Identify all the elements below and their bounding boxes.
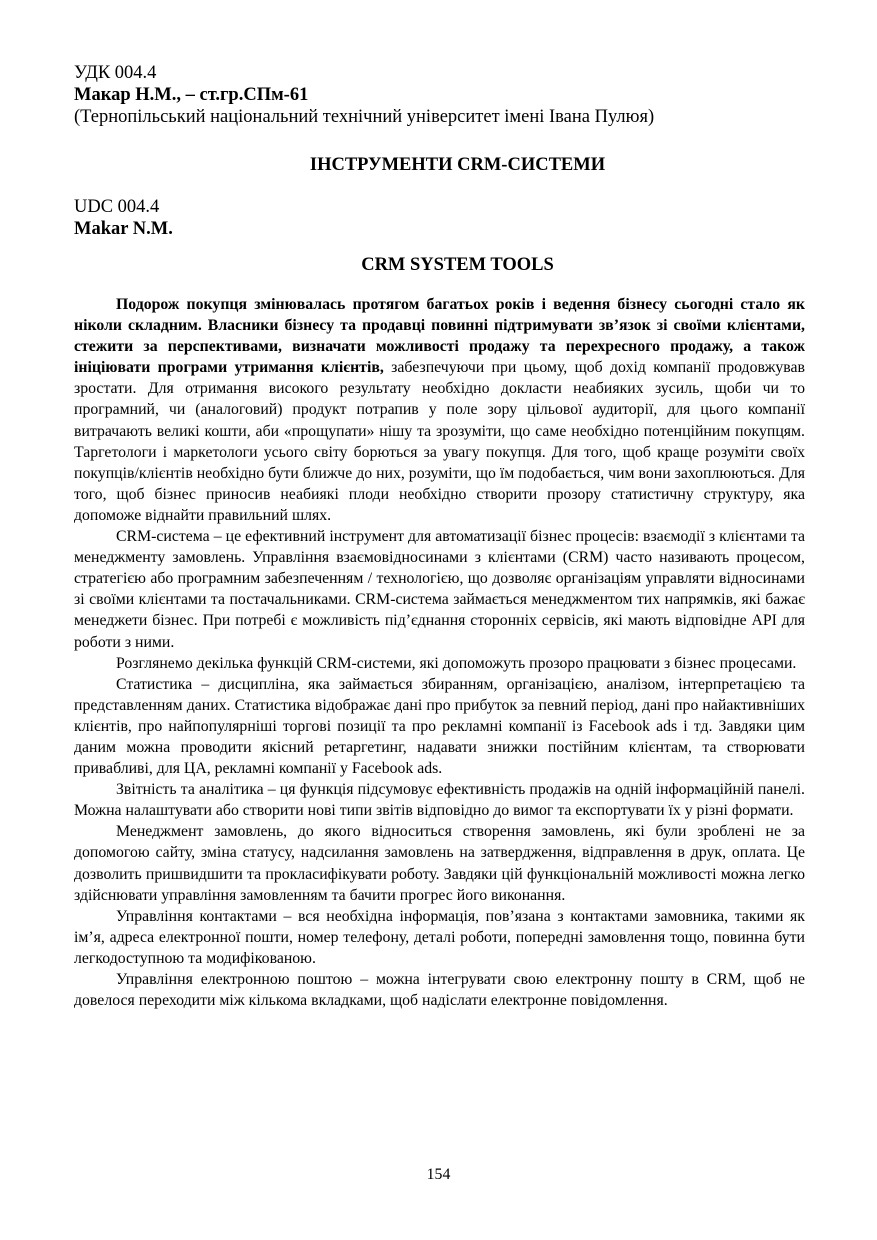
paragraph-intro (74, 294, 805, 526)
affiliation: (Тернопільський національний технічний університет імені Івана Пулюя) (74, 107, 655, 127)
paragraph-statistics: Статистика – дисципліна, яка займається збиранням, організацією, аналізом, інтерпретацією та представленням даних. Статистика відображає дані про прибуток за певний період, дані про найактивніших клієнтів, про найпопулярніші торгові позиції та про рекламні компанії із Facebook ads і тд. Завдяки цим даним можна проводити якісний ретаргетинг, надавати знижки постійним клієнтам, та створювати привабливі, для ЦА, рекламні компанії у Facebook ads. (74, 675, 805, 778)
paragraph-functions-intro: Розглянемо декілька функцій CRM-системи, які допоможуть прозоро працювати з бізнес процесами. (116, 654, 797, 672)
title-ukrainian: ІНСТРУМЕНТИ CRM-СИСТЕМИ (309, 155, 606, 175)
paragraph-contact-management: Управління контактами – вся необхідна інформація, пов’язана з контактами замовника, такими як ім’я, адреса електронної пошти, номер телефону, деталі роботи, попередні замовлення тощо, повинна бути легкодоступною та модифікованою. (74, 907, 805, 967)
paragraph-crm-definition: CRM-система – це ефективний інструмент для автоматизації бізнес процесів: взаємодії з клієнтами та менеджменту замовлень. Управління взаємовідносинами з клієнтами (CRM) часто називають процесом, стратегією або програмним забезпеченням / технологією, що дозволяє організаціям управляти відносинами зі своїми клієнтами та постачальниками. CRM-система займається менеджментом тих напрямків, які бажає менеджети бізнес. При потребі є можливість під’єднання сторонніх сервісів, які мають відповідне API для роботи з ними. (74, 528, 805, 651)
paragraph-reporting: Звітність та аналітика – ця функція підсумовує ефективність продажів на одній інформаційній панелі. Можна налаштувати або створити нові типи звітів відповідно до вимог та експортувати їх у різні формати. (74, 781, 805, 820)
page-number: 154 (426, 1166, 451, 1183)
author-english: Makar N.M. (74, 219, 173, 239)
paragraph-email-management: Управління електронною поштою – можна інтегрувати свою електронну пошту в CRM, щоб не довелося переходити між кількома вкладками, щоб надіслати електронне повідомлення. (74, 971, 805, 1010)
udk-code: УДК 004.4 (74, 63, 157, 83)
document-page (74, 62, 805, 1011)
paragraph-intro-text: забезпечуючи при цьому, щоб дохід компанії продовжував зростати. Для отримання високого результату необхідно докласти неабияких зусиль, щоби чи то програмний, чи (аналоговий) продукт потрапив у поле зору цільової аудиторії, для цього компанії витрачають великі кошти, аби «прощупати» нішу та зрозуміти, що саме необхідно потенційним покупцям. Таргетологи і маркетологи усього світу борються за увагу покупця. Для того, щоб краще розуміти своїх покупців/клієнтів необхідно бути ближче до них, розуміти, що їм подобається, чим вони захоплюються. Для того, щоб бізнес приносив неабиякі плоди необхідно створити прозору статистичну структуру, яка допоможе віднайти правильний шлях. (74, 359, 806, 524)
paragraph-intro-bold: Подорож покупця змінювалась протягом багатьох років і ведення бізнесу сьогодні стало як ніколи складним. Власники бізнесу та продавці повинні підтримувати зв’язок зі своїми клієнтами, стежити за перспективами, визначати можливості продажу та перехресного продажу, а також ініціювати програми утримання клієнтів, (74, 296, 805, 377)
udc-code: UDC 004.4 (74, 197, 160, 217)
paragraph-order-management: Менеджмент замовлень, до якого відноситься створення замовлень, які були зроблені не за допомогою сайту, зміна статусу, надсилання замовлень на затвердження, відправлення в друк, оплата. Це дозволить пришвидшити та прокласифікувати роботу. Завдяки цій функціональній можливості можна легко здійснювати управління замовленням та бачити прогрес його виконання. (74, 823, 805, 904)
author-line: Макар Н.М., – ст.гр.СПм-61 (74, 85, 309, 105)
title-english: CRM SYSTEM TOOLS (361, 255, 554, 275)
